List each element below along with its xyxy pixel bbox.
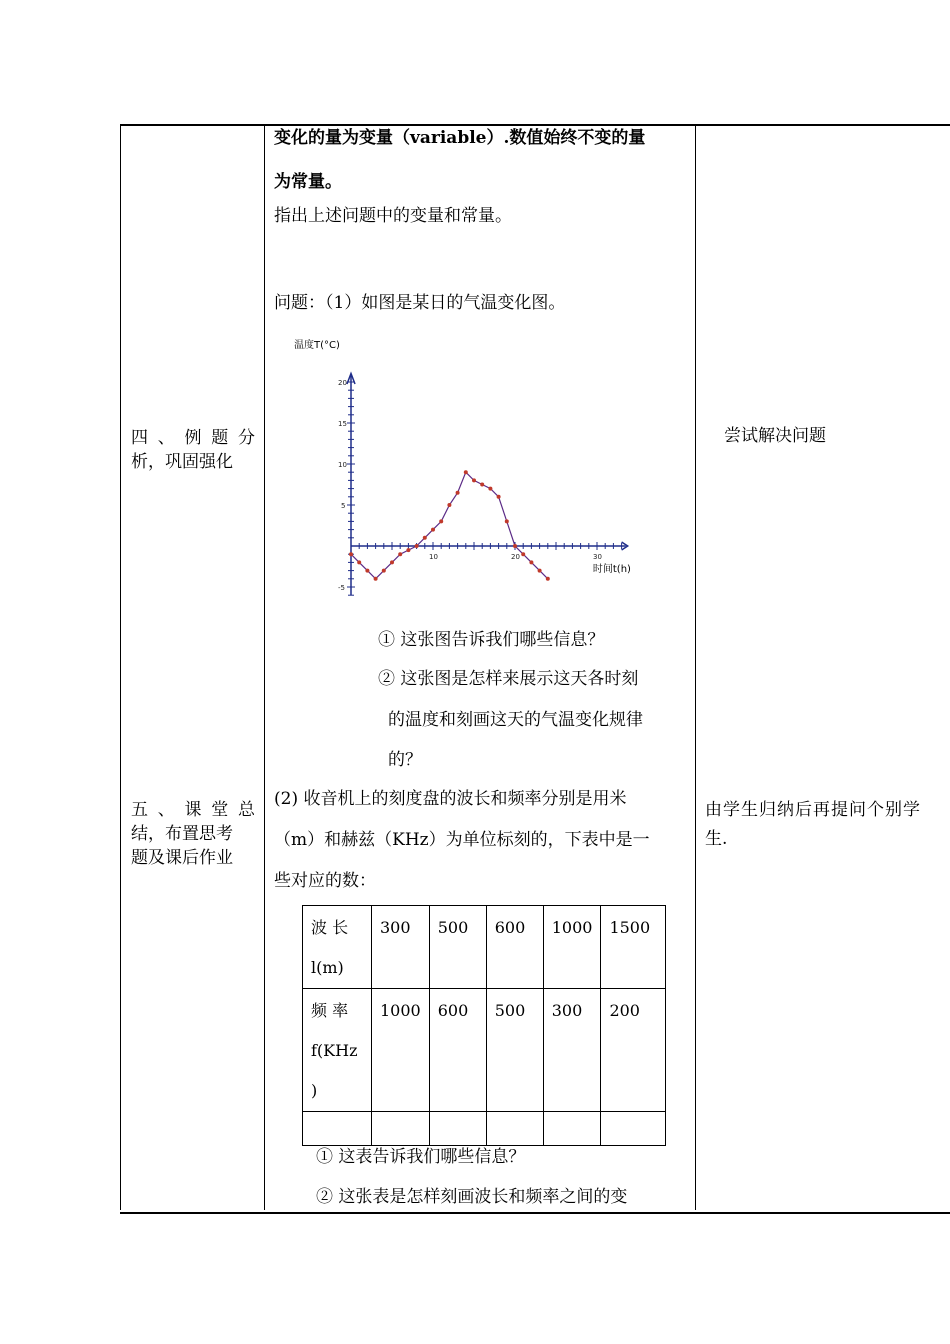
data-point	[398, 552, 402, 556]
table-row-empty	[303, 1112, 666, 1146]
table-divider-1	[264, 124, 265, 1210]
table-row	[303, 906, 666, 989]
data-point	[513, 544, 517, 548]
question-1-2-line-1: ② 这张图是怎样来展示这天各时刻	[378, 669, 639, 689]
wavelength-frequency-table	[302, 905, 666, 1146]
data-point	[447, 503, 451, 507]
chart-xlabel: 时间t(h)	[592, 564, 631, 575]
table-border-left	[120, 124, 121, 1210]
data-point	[439, 519, 443, 523]
x-tick-label: 20	[511, 553, 520, 561]
data-point	[488, 487, 492, 491]
table-cell: 1500	[601, 906, 666, 989]
table-cell: 500	[429, 906, 486, 989]
row-header-wavelength: 波 长 l(m)	[303, 906, 372, 989]
data-point	[472, 478, 476, 482]
data-point	[374, 577, 378, 581]
data-point	[382, 569, 386, 573]
note-summary-line-2: 生.	[705, 829, 728, 849]
definition-line-1: 变化的量为变量（variable）.数值始终不变的量	[274, 128, 646, 148]
data-point	[423, 536, 427, 540]
section-5-label: 五 、 课 堂 总 结，布置思考 题及课后作业	[131, 800, 255, 868]
data-point	[456, 491, 460, 495]
data-point	[390, 560, 394, 564]
table-cell: 500	[486, 989, 543, 1112]
definition-line-2: 为常量。	[274, 172, 342, 192]
note-summary-line-1: 由学生归纳后再提问个别学	[705, 800, 921, 820]
data-point	[365, 569, 369, 573]
y-tick-label: 15	[338, 420, 347, 428]
y-tick-label: 10	[338, 461, 347, 469]
table-divider-2	[695, 124, 696, 1210]
temperature-chart	[288, 332, 648, 607]
data-point	[480, 483, 484, 487]
table-cell: 1000	[543, 906, 601, 989]
data-point	[505, 519, 509, 523]
question-2-2: ② 这张表是怎样刻画波长和频率之间的变	[316, 1187, 628, 1207]
data-point	[497, 495, 501, 499]
data-point	[529, 560, 533, 564]
problem-1-text: 问题：（1）如图是某日的气温变化图。	[274, 293, 566, 313]
table-cell: 600	[486, 906, 543, 989]
table-cell: 600	[429, 989, 486, 1112]
data-point	[538, 569, 542, 573]
table-cell: 200	[601, 989, 666, 1112]
table-row	[303, 989, 666, 1112]
table-cell: 1000	[372, 989, 430, 1112]
row-header-frequency: 频 率 f(KHz )	[303, 989, 372, 1112]
temperature-line	[351, 472, 548, 579]
question-1-2-line-2: 的温度和刻画这天的气温变化规律	[388, 710, 643, 730]
problem-2-line-1: (2) 收音机上的刻度盘的波长和频率分别是用米	[274, 789, 627, 809]
y-tick-label: 20	[338, 379, 347, 387]
y-tick-label: -5	[338, 584, 345, 592]
task-text: 指出上述问题中的变量和常量。	[274, 206, 512, 226]
question-1-1: ① 这张图告诉我们哪些信息？	[378, 630, 605, 650]
data-point	[406, 548, 410, 552]
data-point	[349, 552, 353, 556]
data-point	[521, 552, 525, 556]
problem-2-line-2: （m）和赫兹（KHz）为单位标刻的，下表中是一	[274, 830, 650, 850]
section-4-label: 四 、 例 题 分 析，巩固强化	[131, 428, 255, 472]
problem-2-line-3: 些对应的数：	[274, 871, 376, 891]
data-point	[431, 528, 435, 532]
x-tick-label: 10	[429, 553, 438, 561]
table-cell: 300	[372, 906, 430, 989]
question-2-1: ① 这表告诉我们哪些信息？	[316, 1147, 526, 1167]
data-point	[415, 544, 419, 548]
chart-ylabel: 温度T(°C)	[294, 340, 340, 351]
data-point	[546, 577, 550, 581]
data-point	[357, 560, 361, 564]
x-tick-label: 30	[593, 553, 602, 561]
note-try-solve: 尝试解决问题	[724, 426, 826, 446]
table-cell: 300	[543, 989, 601, 1112]
question-1-2-line-3: 的？	[388, 750, 422, 770]
data-point	[464, 470, 468, 474]
y-tick-label: 5	[341, 502, 346, 510]
